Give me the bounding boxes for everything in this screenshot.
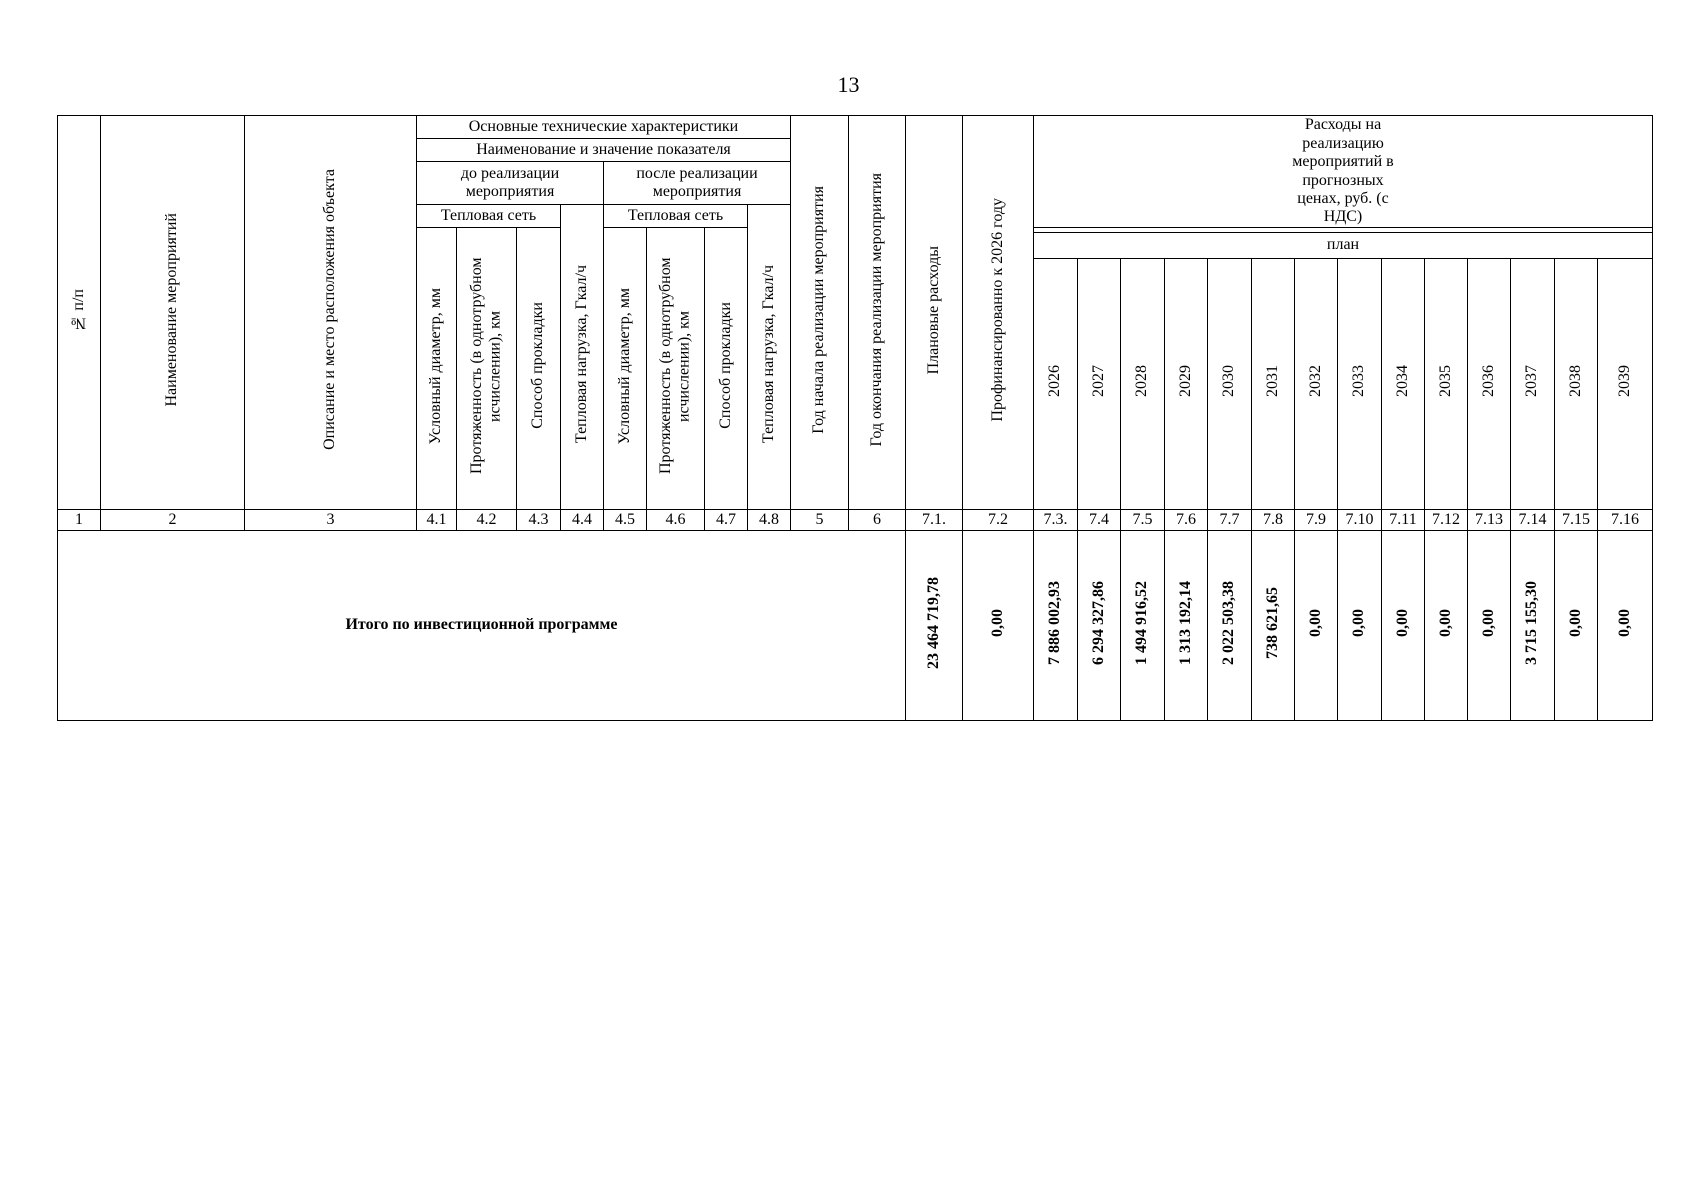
header-tech-sub: Наименование и значение показателя xyxy=(417,139,791,162)
header-year-2029: 2029 xyxy=(1165,259,1208,510)
index-cell: 7.7 xyxy=(1208,510,1252,531)
header-end-year: Год окончания реализации мероприятия xyxy=(849,116,906,510)
total-year-2026: 7 886 002,93 xyxy=(1034,531,1078,721)
total-year-2039: 0,00 xyxy=(1598,531,1653,721)
header-length-after: Протяженность (в однотрубном исчислении), км xyxy=(647,228,705,510)
header-year-2034: 2034 xyxy=(1382,259,1425,510)
total-year-2030: 2 022 503,38 xyxy=(1208,531,1252,721)
header-plan: план xyxy=(1034,233,1653,259)
header-year-2030: 2030 xyxy=(1208,259,1252,510)
index-cell: 4.7 xyxy=(705,510,748,531)
total-year-2034: 0,00 xyxy=(1382,531,1425,721)
total-year-2038: 0,00 xyxy=(1555,531,1598,721)
total-year-2037: 3 715 155,30 xyxy=(1511,531,1555,721)
total-year-2029: 1 313 192,14 xyxy=(1165,531,1208,721)
index-cell: 7.9 xyxy=(1295,510,1338,531)
header-prefinanced: Профинансированно к 2026 году xyxy=(963,116,1034,510)
index-cell: 7.6 xyxy=(1165,510,1208,531)
header-year-2035: 2035 xyxy=(1425,259,1468,510)
total-planned: 23 464 719,78 xyxy=(906,531,963,721)
header-year-2033: 2033 xyxy=(1338,259,1382,510)
page-number: 13 xyxy=(837,72,860,97)
header-year-2026: 2026 xyxy=(1034,259,1078,510)
index-cell: 7.15 xyxy=(1555,510,1598,531)
header-load-after: Тепловая нагрузка, Гкал/ч xyxy=(748,205,791,510)
index-cell: 7.14 xyxy=(1511,510,1555,531)
index-cell: 7.13 xyxy=(1468,510,1511,531)
header-after: после реализации мероприятия xyxy=(604,162,791,205)
index-cell: 5 xyxy=(791,510,849,531)
header-year-2037: 2037 xyxy=(1511,259,1555,510)
header-heat-net-after: Тепловая сеть xyxy=(604,205,748,228)
header-description: Описание и место расположения объекта xyxy=(245,116,417,510)
header-heat-net-before: Тепловая сеть xyxy=(417,205,561,228)
header-year-2039: 2039 xyxy=(1598,259,1653,510)
header-name: Наименование мероприятий xyxy=(101,116,245,510)
header-diameter-after: Условный диаметр, мм xyxy=(604,228,647,510)
total-label: Итого по инвестиционной программе xyxy=(58,531,906,721)
index-cell: 3 xyxy=(245,510,417,531)
header-laying-after: Способ прокладки xyxy=(705,228,748,510)
total-year-2035: 0,00 xyxy=(1425,531,1468,721)
index-cell: 6 xyxy=(849,510,906,531)
index-cell: 4.4 xyxy=(561,510,604,531)
index-cell: 4.2 xyxy=(457,510,517,531)
header-year-2038: 2038 xyxy=(1555,259,1598,510)
header-expenses: Расходы на реализацию мероприятий в прогнозных ценах, руб. (с НДС) xyxy=(1034,116,1653,228)
total-year-2028: 1 494 916,52 xyxy=(1121,531,1165,721)
header-start-year: Год начала реализации мероприятия xyxy=(791,116,849,510)
index-cell: 7.16 xyxy=(1598,510,1653,531)
index-cell: 7.8 xyxy=(1252,510,1295,531)
header-laying-before: Способ прокладки xyxy=(517,228,561,510)
header-year-2032: 2032 xyxy=(1295,259,1338,510)
index-cell: 7.3. xyxy=(1034,510,1078,531)
total-year-2032: 0,00 xyxy=(1295,531,1338,721)
index-cell: 2 xyxy=(101,510,245,531)
header-year-2027: 2027 xyxy=(1078,259,1121,510)
total-year-2033: 0,00 xyxy=(1338,531,1382,721)
header-diameter-before: Условный диаметр, мм xyxy=(417,228,457,510)
total-prefinanced: 0,00 xyxy=(963,531,1034,721)
index-cell: 4.5 xyxy=(604,510,647,531)
index-cell: 7.4 xyxy=(1078,510,1121,531)
index-cell: 7.12 xyxy=(1425,510,1468,531)
index-cell: 7.11 xyxy=(1382,510,1425,531)
index-cell: 4.8 xyxy=(748,510,791,531)
header-before: до реализации мероприятия xyxy=(417,162,604,205)
investment-table xyxy=(57,115,1653,721)
total-year-2031: 738 621,65 xyxy=(1252,531,1295,721)
total-year-2027: 6 294 327,86 xyxy=(1078,531,1121,721)
header-year-2028: 2028 xyxy=(1121,259,1165,510)
index-cell: 7.10 xyxy=(1338,510,1382,531)
header-load-before: Тепловая нагрузка, Гкал/ч xyxy=(561,205,604,510)
header-planned: Плановые расходы xyxy=(906,116,963,510)
index-cell: 7.1. xyxy=(906,510,963,531)
index-cell: 1 xyxy=(58,510,101,531)
header-length-before: Протяженность (в однотрубном исчислении), км xyxy=(457,228,517,510)
index-cell: 4.3 xyxy=(517,510,561,531)
index-cell: 4.1 xyxy=(417,510,457,531)
index-cell: 4.6 xyxy=(647,510,705,531)
header-year-2031: 2031 xyxy=(1252,259,1295,510)
index-cell: 7.2 xyxy=(963,510,1034,531)
header-num: № п/п xyxy=(58,116,101,510)
header-year-2036: 2036 xyxy=(1468,259,1511,510)
total-year-2036: 0,00 xyxy=(1468,531,1511,721)
index-cell: 7.5 xyxy=(1121,510,1165,531)
header-tech-main: Основные технические характеристики xyxy=(417,116,791,139)
